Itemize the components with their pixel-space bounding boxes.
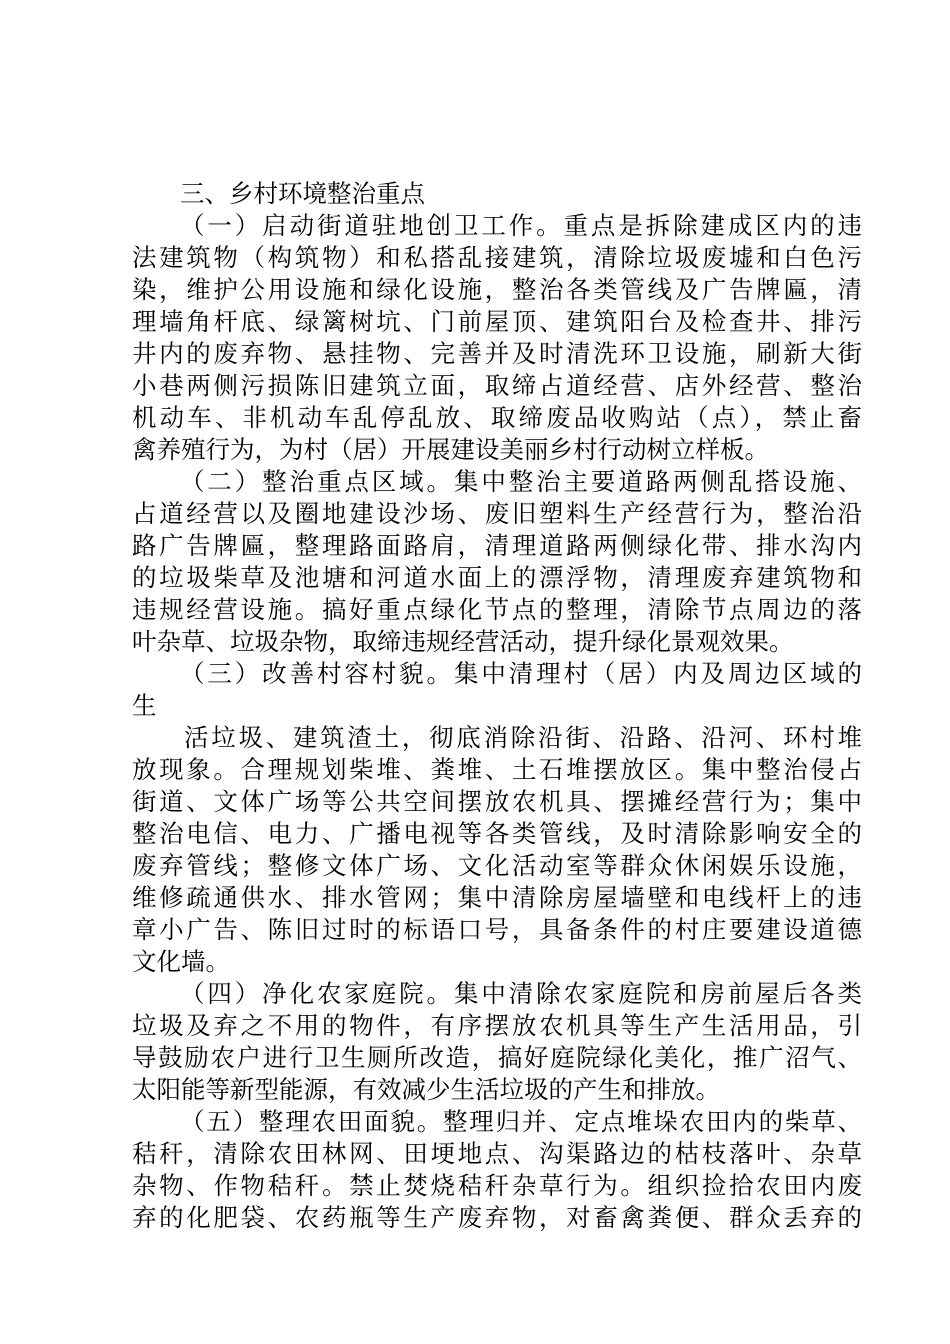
paragraph-line: 秸秆，清除农田林网、田埂地点、沟渠路边的枯枝落叶、杂草: [132, 1139, 862, 1168]
paragraph-line: 小巷两侧污损陈旧建筑立面，取缔占道经营、店外经营、整治: [132, 371, 862, 400]
paragraph-line: （五）整理农田面貌。整理归并、定点堆垛农田内的柴草、: [180, 1107, 862, 1136]
paragraph-line: 禽养殖行为，为村（居）开展建设美丽乡村行动树立样板。: [132, 435, 769, 464]
paragraph-line: 维修疏通供水、排水管网；集中清除房屋墙壁和电线杆上的违: [132, 883, 862, 912]
paragraph-line: 整治电信、电力、广播电视等各类管线，及时清除影响安全的: [132, 819, 862, 848]
paragraph-line: 井内的废弃物、悬挂物、完善并及时清洗环卫设施，刷新大街: [132, 339, 862, 368]
paragraph-line: 太阳能等新型能源，有效减少生活垃圾的产生和排放。: [132, 1075, 720, 1104]
paragraph-line: 法建筑物（构筑物）和私搭乱接建筑，清除垃圾废墟和白色污: [132, 243, 862, 272]
paragraph-line: 生: [132, 691, 157, 720]
paragraph-line: 染，维护公用设施和绿化设施，整治各类管线及广告牌匾，清: [132, 275, 862, 304]
paragraph-line: （四）净化农家庭院。集中清除农家庭院和房前屋后各类: [180, 979, 862, 1008]
paragraph-line: 路广告牌匾，整理路面路肩，清理道路两侧绿化带、排水沟内: [132, 531, 862, 560]
paragraph-line: 机动车、非机动车乱停乱放、取缔废品收购站（点），禁止畜: [132, 403, 862, 432]
paragraph-line: （二）整治重点区域。集中整治主要道路两侧乱搭设施、: [180, 467, 862, 496]
paragraph-line: 导鼓励农户进行卫生厕所改造，搞好庭院绿化美化，推广沼气、: [132, 1043, 862, 1072]
paragraph-line: 理墙角杆底、绿篱树坑、门前屋顶、建筑阳台及检查井、排污: [132, 307, 862, 336]
paragraph-line: 杂物、作物秸秆。禁止焚烧秸秆杂草行为。组织捡拾农田内废: [132, 1171, 862, 1200]
paragraph-line: 放现象。合理规划柴堆、粪堆、土石堆摆放区。集中整治侵占: [132, 755, 862, 784]
paragraph-line: 弃的化肥袋、农药瓶等生产废弃物，对畜禽粪便、群众丢弃的: [132, 1203, 862, 1232]
section-heading: 三、乡村环境整治重点: [180, 179, 425, 208]
paragraph-line: 叶杂草、垃圾杂物，取缔违规经营活动，提升绿化景观效果。: [132, 627, 794, 656]
paragraph-line: （三）改善村容村貌。集中清理村（居）内及周边区域的: [180, 659, 862, 688]
paragraph-line: 章小广告、陈旧过时的标语口号，具备条件的村庄要建设道德: [132, 915, 862, 944]
paragraph-line: 街道、文体广场等公共空间摆放农机具、摆摊经营行为；集中: [132, 787, 862, 816]
paragraph-line: 文化墙。: [132, 947, 230, 976]
paragraph-line: （一）启动街道驻地创卫工作。重点是拆除建成区内的违: [180, 211, 862, 240]
paragraph-line: 活垃圾、建筑渣土，彻底消除沿街、沿路、沿河、环村堆: [184, 723, 862, 752]
paragraph-line: 垃圾及弃之不用的物件，有序摆放农机具等生产生活用品，引: [132, 1011, 862, 1040]
paragraph-line: 废弃管线；整修文体广场、文化活动室等群众休闲娱乐设施，: [132, 851, 862, 880]
paragraph-line: 的垃圾柴草及池塘和河道水面上的漂浮物，清理废弃建筑物和: [132, 563, 862, 592]
paragraph-line: 违规经营设施。搞好重点绿化节点的整理，清除节点周边的落: [132, 595, 862, 624]
paragraph-line: 占道经营以及圈地建设沙场、废旧塑料生产经营行为，整治沿: [132, 499, 862, 528]
